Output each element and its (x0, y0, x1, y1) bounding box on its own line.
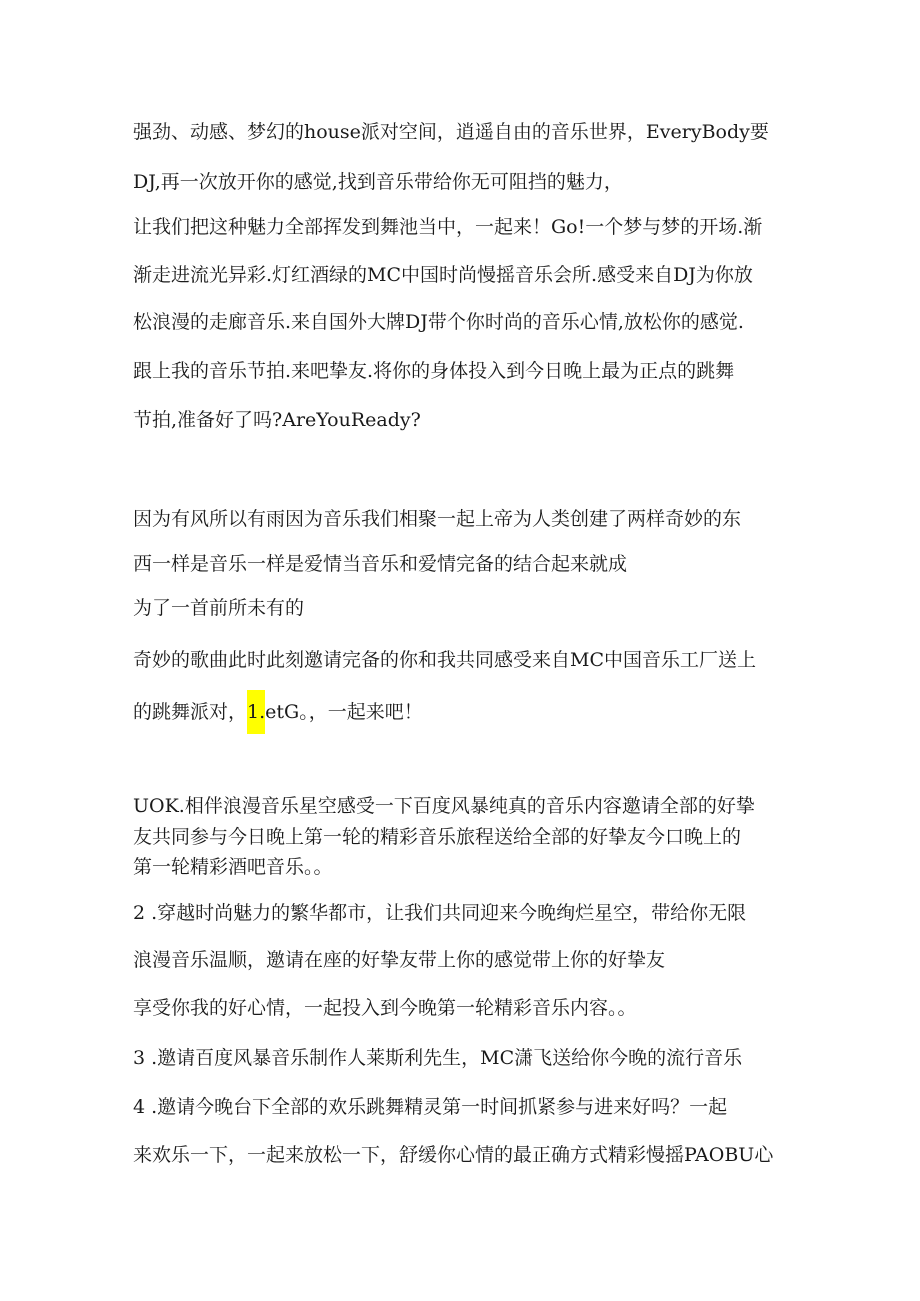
text-line: 渐走进流光异彩.灯红酒绿的MC中国时尚慢摇音乐会所.感受来自DJ为你放 (133, 264, 753, 286)
text-segment: etG。，一起来吧！ (265, 701, 423, 723)
text-line: 节拍,准备好了吗?AreYouReady? (133, 409, 421, 431)
text-line: 让我们把这种魅力全部挥发到舞池当中，一起来！Go!一个梦与梦的开场.渐 (133, 216, 763, 238)
text-line: 享受你我的好心情，一起投入到今晚第一轮精彩音乐内容。。 (133, 997, 637, 1019)
list-item: 4 .邀请今晚台下全部的欢乐跳舞精灵第一时间抓紧参与进来好吗？一起 (133, 1096, 728, 1118)
text-line: 奇妙的歌曲此时此刻邀请完备的你和我共同感受来自MC中国音乐工厂送上 (133, 649, 756, 671)
text-line: 来欢乐一下，一起来放松一下，舒缓你心情的最正确方式精彩慢摇PAOBU心 (133, 1144, 774, 1166)
list-item: 2 .穿越时尚魅力的繁华都市，让我们共同迎来今晚绚烂星空，带给你无限 (133, 902, 747, 924)
list-item: 3 .邀请百度风暴音乐制作人莱斯利先生，MC潇飞送给你今晚的流行音乐 (133, 1047, 743, 1069)
text-line: 西一样是音乐一样是爱情当音乐和爱情完备的结合起来就成 (133, 553, 628, 575)
text-line: 跟上我的音乐节拍.来吧挚友.将你的身体投入到今日晚上最为正点的跳舞 (133, 360, 735, 382)
text-line: 因为有风所以有雨因为音乐我们相聚一起上帝为人类创建了两样奇妙的东 (133, 508, 742, 530)
text-line: 为了一首前所未有的 (133, 597, 305, 619)
text-line: 松浪漫的走廊音乐.来自国外大牌DJ带个你时尚的音乐心情,放松你的感觉. (133, 311, 744, 333)
text-line: DJ,再一次放开你的感觉,找到音乐带给你无可阻挡的魅力， (133, 171, 623, 193)
text-line (133, 690, 793, 734)
text-line: UOK.相伴浪漫音乐星空感受一下百度风暴纯真的音乐内容邀请全部的好挚 (133, 795, 755, 817)
highlighted-text: 1. (247, 690, 265, 734)
text-line: 浪漫音乐温顺，邀请在座的好挚友带上你的感觉带上你的好挚友 (133, 949, 666, 971)
text-line: 友共同参与今日晚上第一轮的精彩音乐旅程送给全部的好挚友今口晚上的 (133, 826, 742, 848)
text-line: 强劲、动感、梦幻的house派对空间，逍遥自由的音乐世界，EveryBody要 (133, 121, 769, 143)
text-segment: 的跳舞派对， (133, 701, 248, 723)
text-line: 第一轮精彩酒吧音乐。。 (133, 856, 333, 878)
